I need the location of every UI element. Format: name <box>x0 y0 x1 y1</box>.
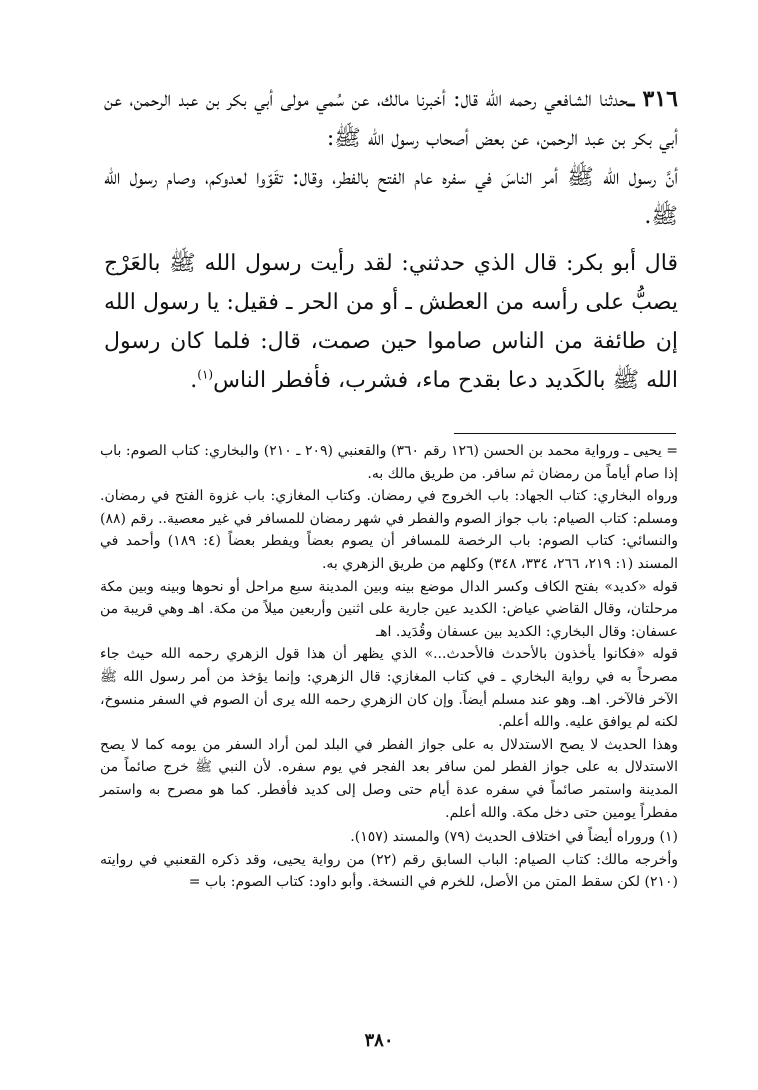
footnote-1-line-1: وروراه أيضاً في اختلاف الحديث (٧٩) والمسند (١٥٧). <box>350 829 656 846</box>
page-number: ٣٨٠ <box>364 1030 394 1051</box>
footnote-istidlal: وهذا الحديث لا يصح الاستدلال به على جواز الفطر في البلد لمن أراد السفر من يومه كما لا يصح الاستدلال به على جواز الفطر لمن سافر بعد الفجر في يوم سفره. لأن النبي ﷺ خرج صائماً من المدينة واستمر صائماً في سفره عدة أيام حتى وصل إلى كديد فأفطر. كما هو مصرح به واستمر مفطراً يومين حتى دخل مكة. والله أعلم. <box>100 736 678 821</box>
hadith-matn: أنَّ رسول الله ﷺ أمر الناسَ في سفره عام الفتح بالفطر، وقال: تقَوّوا لعدوكم، وصام رسول الله ﷺ. <box>104 165 678 229</box>
hadith-continuation: قال أبو بكر: قال الذي حدثني: لقد رأيت رسول الله ﷺ بالعَرْج يصبُّ على رأسه من العطش ـ أو من الحر ـ فقيل: يا رسول الله إن طائفة من الناس صاموا حين صمت، قال: فلما كان رسول الله ﷺ بالكَديد دعا بقدح ماء، فشرب، فأفطر الناس <box>104 251 678 393</box>
footnote-1-marker: (١) <box>659 829 678 846</box>
hadith-isnad: حدثنا الشافعي رحمه الله قال: أخبرنا مالك، عن سُمي مولى أبي بكر بن عبد الرحمن، عن أبي بكر بن عبد الرحمن، عن بعض أصحاب رسول الله ﷺ: <box>104 87 678 151</box>
footnote-zuhri: قوله «فكانوا يأخذون بالأحدث فالأحدث...» الذي يظهر أن هذا قول الزهري رحمه الله حيث جاء مصرحاً به في رواية البخاري ـ في كتاب المغازي: قال الزهري: وإنما يؤخذ من أمر رسول الله ﷺ الآخر فالآخر. اهـ. وهو عند مسلم أيضاً. وإن كان الزهري رحمه الله يرى أن الصوم في السفر منسوخ، لكنه لم يوافق عليه. والله أعلم. <box>100 646 678 731</box>
footnote-separator <box>454 433 676 434</box>
footnote-continuation: = يحيى ـ ورواية محمد بن الحسن (١٢٦ رقم ٣٦٠) والقعنبي (٢٠٩ ـ ٢١٠) والبخاري: كتاب الصوم: باب إذا صام أياماً من رمضان ثم سافر. من طريق مالك به. <box>100 443 679 482</box>
hadith-paragraph-isnad <box>104 80 678 236</box>
hadith-number: ٣١٦ ـ <box>627 86 678 112</box>
hadith-end-punctuation: . <box>190 368 198 393</box>
footnote-kadid: قوله «كديد» بفتح الكاف وكسر الدال موضع بينه وبين المدينة سبع مراحل أو نحوها وبينه وبين مكة مرحلتان، وقال القاضي عياض: الكديد عين جارية على اثنين وأربعين ميلاً من مكة. اهـ وهي قريبة من عسفان: وقال البخاري: الكديد بين عسفان وقُدَيد. اهـ <box>100 578 678 640</box>
footnote-reference: (١) <box>197 367 214 382</box>
footnote-1-continuation: وأخرجه مالك: كتاب الصيام: الباب السابق رقم (٢٢) من رواية يحيى، وقد ذكره القعنبي في روايته (٢١٠) لكن سقط المتن من الأصل، للخرم في النسخة. وأبو داود: كتاب الصوم: باب = <box>100 851 678 891</box>
hadith-paragraph-continuation <box>104 244 678 400</box>
footnotes-block <box>100 440 678 894</box>
footnote-1 <box>100 826 678 849</box>
hadith-block <box>104 80 678 400</box>
footnote-sources: ورواه البخاري: كتاب الجهاد: باب الخروج في رمضان. وكتاب المغازي: باب غزوة الفتح في رمضان. ومسلم: كتاب الصيام: باب جواز الصوم والفطر في شهر رمضان للمسافر في غير معصية.. رقم (٨٨) والنسائي: كتاب الصوم: باب الرخصة للمسافر أن يصوم بعضاً ويفطر بعضاً (٤: ١٨٩) وأحمد في المسند (١: ٢١٩، ٢٦٦، ٣٣٤، ٣٤٨) وكلهم من طريق الزهري به. <box>100 488 678 572</box>
